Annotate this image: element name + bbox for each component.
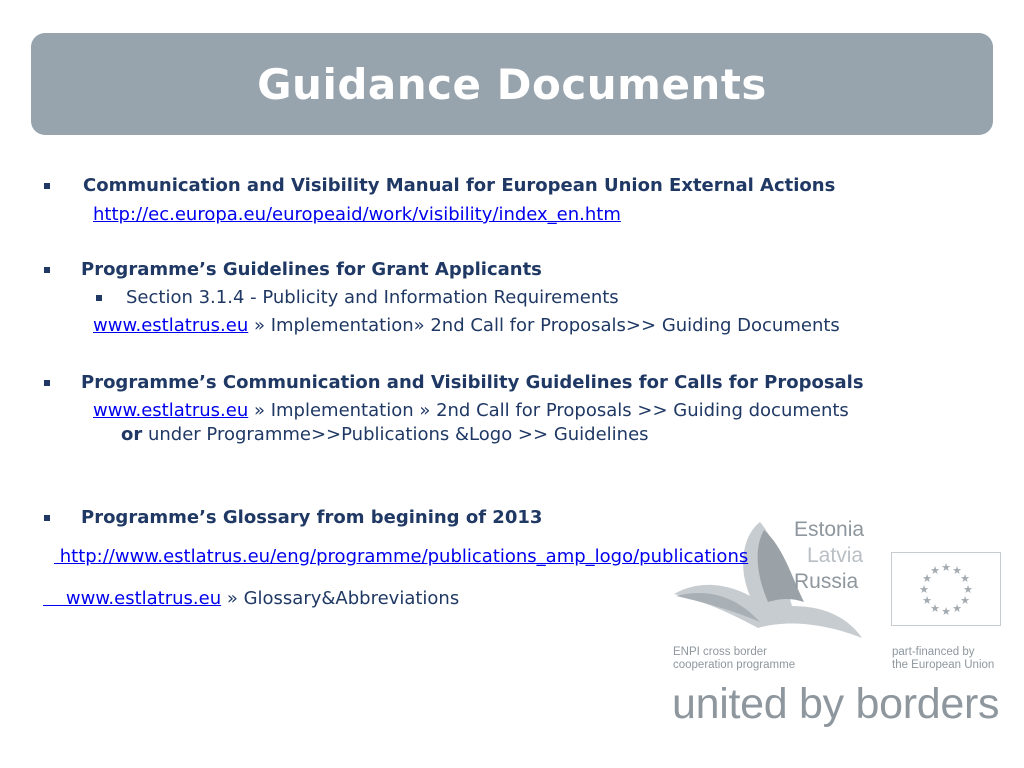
logo-country-russia: Russia <box>794 570 859 593</box>
svg-text:★: ★ <box>963 583 973 596</box>
item-3-or: or <box>121 424 143 445</box>
enpi-line-1: ENPI cross border <box>673 646 767 658</box>
item-2-sub-item: Section 3.1.4 - Publicity and Information Requirements <box>126 287 619 308</box>
svg-text:★: ★ <box>922 572 932 585</box>
item-3-path-line <box>93 400 849 422</box>
item-4-path: » Glossary&Abbreviations <box>221 588 460 609</box>
svg-text:★: ★ <box>941 561 951 574</box>
svg-text:★: ★ <box>960 572 970 585</box>
page-title: Guidance Documents <box>257 59 767 109</box>
item-1-link[interactable]: http://ec.europa.eu/europeaid/work/visibility/index_en.htm <box>93 204 621 225</box>
title-bar <box>31 33 993 135</box>
eu-line-1: part-financed by <box>892 646 975 658</box>
item-4-path-line <box>43 588 459 610</box>
item-4-link-1[interactable]: http://www.estlatrus.eu/eng/programme/publications_amp_logo/publications <box>54 546 749 567</box>
item-4-link-line <box>54 546 748 568</box>
item-1-heading: Communication and Visibility Manual for European Union External Actions <box>83 175 836 196</box>
item-2-heading: Programme’s Guidelines for Grant Applicants <box>81 259 542 280</box>
enpi-line-2: cooperation programme <box>673 659 796 671</box>
svg-text:★: ★ <box>930 564 940 577</box>
svg-text:★: ★ <box>930 602 940 615</box>
item-2-link[interactable]: www.estlatrus.eu <box>93 315 249 336</box>
logo-country-estonia: Estonia <box>794 518 865 541</box>
item-3-alt-line <box>121 424 649 446</box>
bullet-icon <box>44 380 50 386</box>
svg-text:★: ★ <box>922 594 932 607</box>
item-2-path-line <box>93 315 840 337</box>
item-3-heading: Programme’s Communication and Visibility Guidelines for Calls for Proposals <box>81 372 864 393</box>
item-3-path: » Implementation » 2nd Call for Proposals >> Guiding documents <box>248 400 849 421</box>
logo-country-latvia: Latvia <box>807 544 864 567</box>
item-3-alt-path: under Programme>>Publications &Logo >> Guidelines <box>142 424 649 445</box>
svg-text:★: ★ <box>919 583 929 596</box>
slogan: united by borders <box>672 680 1000 728</box>
item-4-link-2[interactable]: www.estlatrus.eu <box>43 588 222 609</box>
eu-stars-icon <box>892 553 1000 625</box>
sub-bullet-icon <box>96 295 102 301</box>
bullet-icon <box>44 183 50 189</box>
item-3-link[interactable]: www.estlatrus.eu <box>93 400 249 421</box>
bullet-icon <box>44 267 50 273</box>
bullet-icon <box>44 515 50 521</box>
item-2-path: » Implementation» 2nd Call for Proposals>> Guiding Documents <box>248 315 840 336</box>
eu-flag <box>891 552 1001 626</box>
svg-text:★: ★ <box>941 605 951 618</box>
svg-text:★: ★ <box>952 602 962 615</box>
svg-text:★: ★ <box>952 564 962 577</box>
item-4-heading: Programme’s Glossary from begining of 2013 <box>81 507 543 528</box>
svg-text:★: ★ <box>960 594 970 607</box>
eu-line-2: the European Union <box>892 659 995 671</box>
